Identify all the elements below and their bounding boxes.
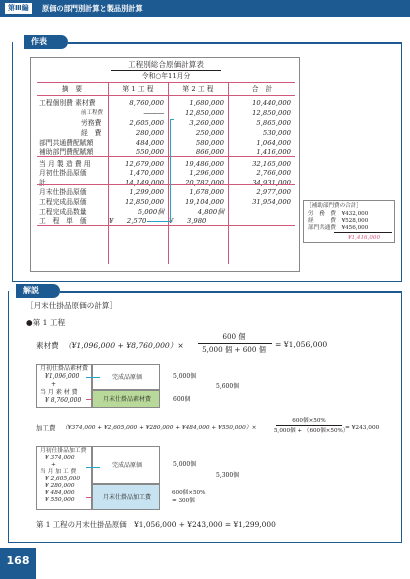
header-bottom-rule bbox=[37, 95, 295, 96]
row-rule bbox=[37, 184, 295, 185]
cell-p2: 12,850,000 bbox=[185, 109, 224, 117]
row-label: 月末仕掛品原価 bbox=[39, 188, 87, 196]
proc-denominator: 5,000個 + （600個×50%） bbox=[274, 428, 349, 434]
box2-wip: 月末仕掛品加工費 bbox=[92, 484, 160, 510]
material-result: = ¥1,056,000 bbox=[275, 340, 328, 349]
row-label: 工程完成品原価 bbox=[39, 198, 87, 206]
col-total: 合 計 bbox=[251, 85, 273, 93]
box1-left: 月初仕掛品素材費 ¥1,096,000 + 当 月 素 材 費 ¥ 8,760,000 bbox=[36, 364, 92, 408]
material-numerator: 600 個 bbox=[222, 332, 246, 341]
chapter-title: 原価の部門別計算と製品別計算 bbox=[42, 4, 143, 13]
final-result: 第 1 工程の月末仕掛品原価 ¥1,056,000 + ¥243,000 = ¥1,299,000 bbox=[36, 520, 276, 529]
page-header bbox=[0, 0, 410, 17]
cell-p1: 484,000 bbox=[135, 139, 164, 147]
cell-p1: 550,000 bbox=[135, 148, 164, 156]
material-label: 素材費 bbox=[36, 341, 59, 350]
cell-p1: 5,000個 bbox=[137, 208, 164, 216]
cell-total: 2,977,000 bbox=[256, 188, 291, 196]
work-heading: 作表 bbox=[24, 35, 68, 49]
cell-total: 530,000 bbox=[262, 129, 291, 137]
proc-label: 加工費 bbox=[36, 424, 56, 432]
cell-total: 32,165,000 bbox=[252, 160, 291, 168]
cell-p2: 19,104,000 bbox=[185, 198, 224, 206]
cell-total: 12,850,000 bbox=[252, 109, 291, 117]
row-label: 工程完成品数量 bbox=[39, 208, 87, 216]
transfer-arrow-base bbox=[147, 221, 171, 222]
cell-p2: 3,260,000 bbox=[189, 119, 224, 127]
proc-numerator: 600個×50% bbox=[292, 418, 326, 424]
box2-qty-complete: 5,000個 bbox=[173, 461, 197, 468]
title-underline bbox=[111, 70, 221, 71]
cell-total: 34,931,000 bbox=[252, 179, 291, 187]
material-denominator: 5,000 個 + 600 個 bbox=[202, 345, 266, 354]
row-rule bbox=[37, 225, 295, 226]
box2-left: 月初仕掛品加工費 ¥ 374,000 + 当 月 加 工 費 ¥ 2,605,000 ¥ 280,000 ¥ 484,000 ¥ 550,000 bbox=[36, 446, 92, 510]
cell-p1: ¥ 2,570 bbox=[109, 217, 147, 225]
row-label: 補助部門費配賦額 bbox=[39, 148, 94, 156]
cell-p2: 4,800個 bbox=[197, 208, 224, 216]
header-top-rule bbox=[37, 82, 295, 83]
box1-qty-total: 5,600個 bbox=[216, 383, 240, 390]
box1-qty-wip: 600個 bbox=[173, 396, 191, 403]
row-label: 労務費 bbox=[81, 119, 102, 127]
row-label: 工程個別費 素材費 bbox=[39, 99, 96, 107]
box2-qty-wip-result: = 300個 bbox=[172, 498, 195, 504]
cell-p2: 1,678,000 bbox=[189, 188, 224, 196]
cell-p2: 1,296,000 bbox=[189, 169, 224, 177]
table-title: 工程別総合原価計算表 bbox=[128, 60, 204, 69]
col-p2: 第 2 工 程 bbox=[182, 85, 214, 93]
cell-total: 2,766,000 bbox=[256, 169, 291, 177]
cell-p1: 2,605,000 bbox=[129, 119, 164, 127]
cell-p2: 20,782,000 bbox=[185, 179, 224, 187]
cell-p1: 1,299,000 bbox=[129, 188, 164, 196]
note-box: ［補助部門費の合計］ 労 務 費 ¥432,000 経 費 ¥528,000 部門共通費 ¥456,000 ¥1,416,000 bbox=[303, 200, 395, 243]
cell-p2: 19,486,000 bbox=[185, 160, 224, 168]
cell-total: 10,440,000 bbox=[252, 99, 291, 107]
box1-complete: 完成品原価 bbox=[92, 364, 160, 390]
cell-total: 5,865,000 bbox=[256, 119, 291, 127]
box2-qty-total: 5,300個 bbox=[216, 472, 240, 479]
row-label: 前工程費 bbox=[81, 110, 104, 116]
col-desc: 摘 要 bbox=[61, 85, 83, 93]
cell-p2: ¥ 3,980 bbox=[169, 217, 207, 225]
cell-p1: 1,470,000 bbox=[129, 169, 164, 177]
cell-p2: 250,000 bbox=[195, 129, 224, 137]
row-label: 当 月 製 造 費 用 bbox=[39, 160, 91, 168]
cell-p1: 12,850,000 bbox=[125, 198, 164, 206]
cell-total: 1,064,000 bbox=[256, 139, 291, 147]
row-label: 工 程 単 価 bbox=[39, 217, 87, 225]
cell-p2: 1,680,000 bbox=[189, 99, 224, 107]
row-label: 部門共通費配賦額 bbox=[39, 139, 94, 147]
cell-p1: ――― bbox=[143, 109, 164, 117]
row-label: 月初仕掛品原価 bbox=[39, 169, 87, 177]
cell-p1: 14,149,000 bbox=[125, 179, 164, 187]
material-expr: （¥1,096,000 + ¥8,760,000）× bbox=[64, 341, 184, 350]
box2-qty-wip: 600個×50% bbox=[172, 490, 206, 496]
part-tag: 第Ⅲ編 bbox=[5, 3, 32, 14]
cell-total: 31,954,000 bbox=[252, 198, 291, 206]
cell-p1: 8,760,000 bbox=[129, 99, 164, 107]
table-date: 令和○年11月分 bbox=[141, 72, 191, 80]
cell-total: 1,416,000 bbox=[256, 148, 291, 156]
cost-table bbox=[30, 57, 300, 272]
proc-expr: （¥374,000 + ¥2,605,000 + ¥280,000 + ¥484,000 + ¥550,000）× bbox=[62, 425, 257, 431]
col-p1: 第 1 工 程 bbox=[122, 85, 154, 93]
transfer-arrow bbox=[170, 119, 174, 221]
box1-wip: 月末仕掛品素材費 bbox=[92, 390, 160, 408]
cell-p1: 280,000 bbox=[135, 129, 164, 137]
cell-p1: 12,679,000 bbox=[125, 160, 164, 168]
solution-title: ［月末仕掛品原価の計算］ bbox=[26, 301, 118, 310]
row-rule bbox=[37, 156, 295, 157]
process-label: ●第 1 工程 bbox=[26, 318, 66, 327]
box2-complete: 完成品原価 bbox=[92, 446, 160, 484]
solution-heading: 解説 bbox=[16, 284, 60, 298]
cell-p2: 580,000 bbox=[195, 139, 224, 147]
page-number: 168 bbox=[0, 548, 36, 579]
box1-qty-complete: 5,000個 bbox=[173, 373, 197, 380]
row-label: 計 bbox=[39, 179, 46, 187]
proc-result: = ¥243,000 bbox=[345, 425, 380, 431]
cell-p2: 866,000 bbox=[195, 148, 224, 156]
row-label: 経 費 bbox=[81, 129, 102, 137]
